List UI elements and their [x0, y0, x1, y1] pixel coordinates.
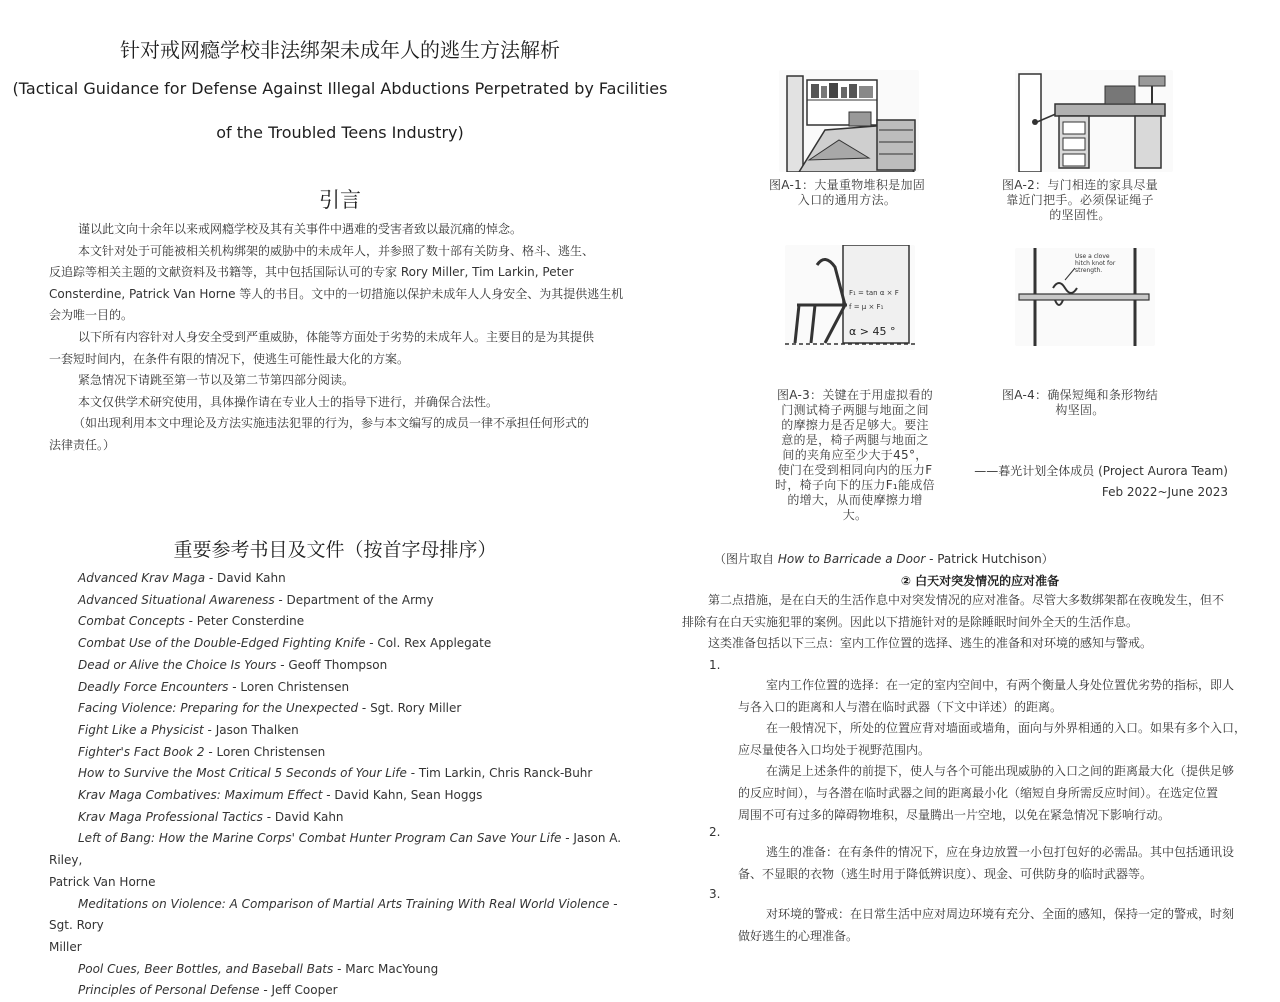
intro-paragraph-2-cont: 会为唯一目的。: [49, 308, 134, 323]
reference-item: [49, 633, 629, 655]
reference-item: [49, 655, 629, 677]
figure-a2-furniture-illustration: [1015, 70, 1173, 172]
reference-title: How to Survive the Most Critical 5 Seconds of Your Life: [78, 766, 407, 781]
figure-a4-note-line-1: Use a clove: [1075, 253, 1110, 260]
figure-a4-note-line-2: hitch knot for: [1075, 260, 1116, 267]
reference-item: [49, 677, 629, 699]
reference-title: Advanced Krav Maga: [78, 571, 206, 585]
references-list: [49, 568, 629, 1002]
reference-title: Deadly Force Encounters: [78, 679, 229, 694]
reference-title: Meditations on Violence: A Comparison of Martial Arts Training With Real World Violence: [78, 896, 610, 911]
reference-item: [49, 720, 629, 742]
reference-item: [49, 959, 629, 981]
reference-author: - Marc MacYoung: [333, 961, 439, 976]
reference-author: - Peter Consterdine: [184, 614, 305, 629]
document-title-english-line-1: (Tactical Guidance for Defense Against Illegal Abductions Perpetrated by Facilities: [12, 79, 668, 98]
reference-title: Advanced Situational Awareness: [78, 592, 275, 607]
date-range: Feb 2022~June 2023: [1101, 485, 1228, 499]
figure-a3-caption: 图A-3：关键在于用虚拟看的 门测试椅子两腿与地面之间 的摩擦力是否足够大。要注 意的是，椅子两腿与地面之 间的夹角应至少大于45°， 使门在受到相同向内的压力F 时，椅子向下的压力F₁能成倍 的增大，从而使摩擦力增 大。: [775, 388, 935, 522]
reference-item: [49, 894, 629, 937]
reference-item: [49, 590, 629, 612]
figure-a3-chair-wedge-diagram: [785, 245, 915, 350]
intro-paragraph-3: 以下所有内容针对人身安全受到严重威胁，体能等方面处于劣势的未成年人。主要目的是为其提供: [78, 329, 595, 344]
reference-item: [49, 611, 629, 633]
intro-body: [49, 219, 629, 457]
reference-item: [49, 807, 629, 829]
intro-paragraph-2-cont: 反追踪等相关主题的文献资料及书籍等，其中包括国际认可的专家 Rory Miller, Tim Larkin, Peter: [49, 265, 574, 280]
intro-paragraph-1: 谨以此文向十余年以来戒网瘾学校及其有关事件中遇难的受害者致以最沉痛的悼念。: [78, 222, 523, 236]
reference-title: Principles of Personal Defense: [78, 983, 260, 998]
reference-author: - Loren Christensen: [228, 679, 350, 694]
reference-author: - Sgt. Rory Miller: [358, 701, 462, 716]
intro-paragraph-6: （如出现利用本文中理论及方法实施违法犯罪的行为，参与本文编写的成员一律不承担任何形式的: [73, 416, 590, 431]
reference-title: Combat Use of the Double-Edged Fighting Knife: [78, 636, 366, 651]
intro-paragraph-2: 本文针对处于可能被相关机构绑架的威胁中的未成年人，并参照了数十部有关防身、格斗、逃生、: [78, 243, 595, 258]
intro-paragraph-5: 本文仅供学术研究使用，具体操作请在专业人士的指导下进行，并确保合法性。: [78, 394, 499, 409]
reference-item: [49, 763, 629, 785]
figure-a1-caption: 图A-1：大量重物堆积是加固 入口的通用方法。: [768, 178, 926, 207]
list-number-3: 3.: [709, 887, 721, 901]
section-2-heading: ② 白天对突发情况的应对准备: [900, 574, 1060, 588]
reference-author: - David Kahn: [262, 809, 344, 824]
figure-a3-formula-2: f = μ × F₁: [849, 303, 884, 311]
reference-item-continuation: Miller: [49, 939, 82, 954]
reference-item: [49, 742, 629, 764]
reference-author: - Loren Christensen: [204, 744, 326, 759]
reference-author: - Tim Larkin, Chris Ranck-Buhr: [406, 766, 593, 781]
reference-item: [49, 698, 629, 720]
reference-author: - David Kahn: [205, 571, 286, 585]
intro-paragraph-6-cont: 法律责任。）: [49, 437, 116, 452]
figure-a4-note-line-3: strength.: [1075, 267, 1103, 274]
references-heading: 重要参考书目及文件（按首字母排序）: [173, 539, 497, 561]
reference-item-continuation: Patrick Van Horne: [49, 874, 156, 889]
reference-author: - David Kahn, Sean Hoggs: [322, 788, 483, 803]
reference-title: Pool Cues, Beer Bottles, and Baseball Bats: [78, 961, 334, 976]
reference-title: Facing Violence: Preparing for the Unexpected: [78, 701, 359, 716]
section-2-body: [682, 590, 1262, 655]
reference-author: - Jeff Cooper: [259, 983, 338, 998]
list-item-3: 对环境的警戒：在日常生活中应对周边环境有充分、全面的感知，保持一定的警戒，时刻 做好逃生的心理准备。: [738, 907, 1235, 943]
section-2-paragraph-1: 第二点措施，是在白天的生活作息中对突发情况的应对准备。尽管大多数绑架都在夜晚发生，但不: [708, 593, 1225, 607]
figure-a4-caption: 图A-4：确保短绳和条形物结 构坚固。: [1001, 388, 1159, 417]
reference-item: [49, 828, 629, 871]
figure-a3-formula-1: F₁ = tan α × F: [849, 289, 899, 297]
reference-title: Dead or Alive the Choice Is Yours: [78, 657, 277, 672]
reference-title: Krav Maga Professional Tactics: [78, 809, 263, 824]
reference-author: - Col. Rex Applegate: [365, 636, 492, 651]
reference-author: - Geoff Thompson: [276, 657, 388, 672]
reference-title: Combat Concepts: [78, 614, 185, 629]
figure-a1-barricade-illustration: [779, 70, 919, 172]
document-title-chinese: 针对戒网瘾学校非法绑架未成年人的逃生方法解析: [120, 38, 560, 62]
intro-paragraph-3-cont: 一套短时间内，在条件有限的情况下，使逃生可能性最大化的方案。: [49, 351, 410, 366]
reference-title: Fight Like a Physicist: [78, 722, 204, 737]
intro-paragraph-4: 紧急情况下请跳至第一节以及第二节第四部分阅读。: [78, 373, 355, 388]
section-2-paragraph-1-cont: 排除有在白天实施犯罪的案例。因此以下措施针对的是除睡眠时间外全天的生活作息。: [682, 614, 1139, 629]
section-2-paragraph-2: 这类准备包括以下三点：室内工作位置的选择、逃生的准备和对环境的感知与警戒。: [708, 636, 1153, 651]
figure-a2-caption: 图A-2：与门相连的家具尽量 靠近门把手。必须保证绳子 的坚固性。: [1001, 178, 1159, 222]
author-signature: ——暮光计划全体成员 (Project Aurora Team): [974, 464, 1228, 478]
reference-item: [49, 785, 629, 807]
list-item-1: 室内工作位置的选择：在一定的室内空间中，有两个衡量人身处位置优劣势的指标，即人 与各入口的距离和人与潜在临时武器（下文中详述）的距离。 在一般情况下，所处的位置应背对墙面或墙角，面向与外界相通的入口。如果有多个入口， 应尽量使各入口均处于视野范围内。 在满足上述条件的前提下，使人与各个可能出现威胁的入口之间的距离最大化（提供足够 的反应时间），与各潜在临时武器之间的距离最小化（缩短自身所需反应时间）。在选定位置 周围不可有过多的障碍物堆积，尽量腾出一片空地，以免在紧急情况下影响行动。: [738, 678, 1247, 822]
list-item-2: 逃生的准备：在有条件的情况下，应在身边放置一小包打包好的必需品。其中包括通讯设 备、不显眼的衣物（逃生时用于降低辨识度）、现金、可供防身的临时武器等。: [738, 845, 1235, 881]
reference-title: Left of Bang: How the Marine Corps' Combat Hunter Program Can Save Your Life: [78, 831, 562, 846]
reference-author: - Jason Thalken: [203, 722, 299, 737]
reference-item: [49, 980, 629, 1002]
reference-title: Krav Maga Combatives: Maximum Effect: [78, 788, 323, 803]
reference-author: - Department of the Army: [274, 592, 434, 607]
figure-a4-rope-bar-illustration: [1015, 248, 1155, 346]
figure-source-credit: （图片取自 How to Barricade a Door - Patrick Hutchison）: [714, 552, 1054, 566]
list-number-2: 2.: [709, 825, 721, 839]
intro-heading: 引言: [319, 188, 361, 212]
reference-author: - Sgt. Rory: [49, 896, 618, 933]
reference-item: [49, 568, 629, 590]
reference-author: - Jason A. Riley,: [49, 831, 622, 868]
document-title-english-line-2: of the Troubled Teens Industry): [216, 123, 464, 142]
reference-title: Fighter's Fact Book 2: [78, 744, 205, 759]
figure-a3-angle-label: α > 45 °: [849, 325, 896, 338]
list-number-1: 1.: [709, 658, 721, 672]
intro-paragraph-2-cont: Consterdine, Patrick Van Horne 等人的书目。文中的一切措施以保护未成年人人身安全、为其提供逃生机: [49, 286, 624, 301]
